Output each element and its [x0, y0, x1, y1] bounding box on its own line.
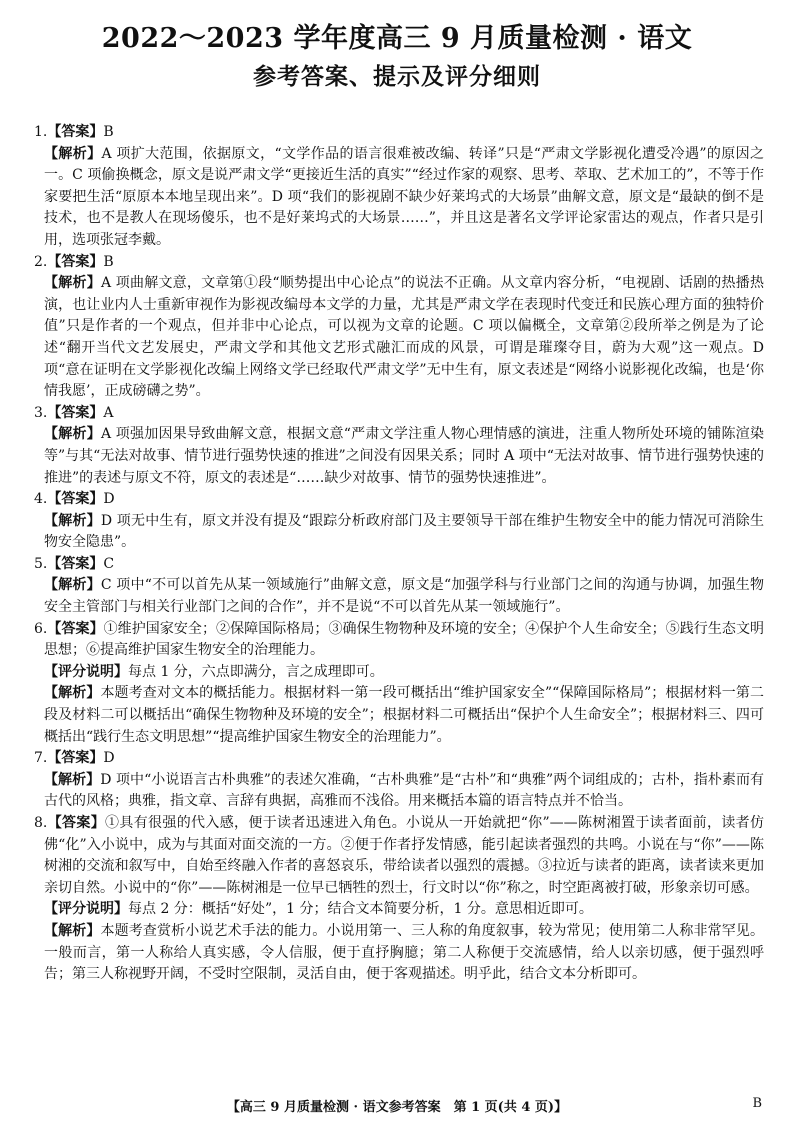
answer-line-4 — [34, 489, 764, 511]
answer-tag: 【答案】 — [47, 750, 104, 767]
analysis-text: A 项扩大范围，依据原文，“文学作品的语言很难被改编、转译”只是“严肃文学影视化遭受冷遇”的原因之一。C 项偷换概念，原文是说严肃文学“更接近生活的真实”“经过作家的观察、思考、萃取、艺术加工的”，不等于作家要把生活“原原本本地呈现出来”。D 项“我们的影视剧不缺少好莱坞式的大场景”曲解文意，原文是“最缺的倒不是技术，也不是教人在现场傻乐，也不是好莱坞式的大场景……”，并且这是著名文学评论家雷达的观点，作者只是引用，选项张冠李戴。 — [44, 145, 765, 248]
answer-line-6 — [34, 619, 764, 662]
answer-line-3 — [34, 403, 764, 425]
answer-value: A — [103, 404, 114, 421]
answer-value: D — [103, 750, 115, 767]
answer-line-2 — [34, 252, 764, 274]
analysis-6 — [34, 683, 764, 748]
footer-text: 【高三 9 月质量检测 · 语文参考答案 第 1 页(共 4 页)】 — [226, 1100, 568, 1115]
analysis-text: 本题考查对文本的概括能力。根据材料一第一段可概括出“维护国家安全”“保障国际格局”；根据材料一第二段及材料二可以概括出“确保生物物种及环境的安全”；根据材料二可概括出“保护个人生命安全”；根据材料三、四可概括出“践行生态文明思想”“提高维护国家生物安全的治理能力”。 — [44, 685, 764, 745]
answer-line-5 — [34, 554, 764, 576]
analysis-7 — [34, 770, 764, 813]
answer-value: B — [103, 253, 114, 270]
analysis-tag: 【解析】 — [44, 577, 101, 594]
answer-value: B — [103, 124, 114, 140]
analysis-text: D 项无中生有，原文并没有提及“跟踪分析政府部门及主要领导干部在维护生物安全中的能力情况可消除生物安全隐患”。 — [44, 512, 764, 551]
question-number: 5. — [34, 555, 48, 572]
question-number: 2. — [34, 253, 48, 270]
answer-tag: 【答案】 — [47, 620, 104, 637]
scoring-6 — [34, 662, 764, 684]
scoring-tag: 【评分说明】 — [44, 901, 128, 918]
answer-tag: 【答案】 — [47, 253, 104, 270]
analysis-tag: 【解析】 — [44, 145, 102, 162]
analysis-text: 本题考查赏析小说艺术手法的能力。小说用第一、三人称的角度叙事，较为常见；使用第二人称非常罕见。一般而言，第一人称给人真实感，令人信服，便于直抒胸臆；第二人称便于交流感情，给人以亲切感，便于强烈呼告；第三人称视野开阔，不受时空限制，灵活自由，便于客观描述。明乎此，结合文本分析即可。 — [44, 922, 765, 983]
analysis-3 — [34, 424, 764, 489]
answer-value: ①具有很强的代入感，便于读者迅速进入角色。小说从一开始就把“你”——陈树湘置于读者面前，读者仿佛“化”入小说中，成为与其面对面交流的一方。②便于作者抒发情感，能引起读者强烈的共鸣。小说在与“你”——陈树湘的交流和叙写中，自始至终融入作者的喜怒哀乐，带给读者以强烈的震撼。③拉近与读者的距离，读者读来更加亲切自然。小说中的“你”——陈树湘是一位早已牺牲的烈士，行文时以“你”称之，时空距离被打破，形象亲切可感。 — [44, 815, 765, 896]
page-title: 2022～2023 学年度高三 9 月质量检测 · 语文 — [101, 23, 693, 54]
question-number: 4. — [34, 491, 48, 508]
answer-value: D — [103, 491, 115, 508]
analysis-tag: 【解析】 — [44, 922, 101, 939]
answer-tag: 【答案】 — [47, 555, 104, 572]
question-number: 8. — [34, 815, 48, 831]
analysis-2 — [34, 273, 764, 403]
analysis-tag: 【解析】 — [44, 426, 101, 443]
answer-value: C — [103, 555, 115, 572]
question-number: 7. — [34, 750, 48, 767]
analysis-8 — [34, 921, 764, 986]
answer-tag: 【答案】 — [47, 815, 106, 831]
question-number: 1. — [34, 124, 48, 140]
analysis-tag: 【解析】 — [44, 512, 101, 529]
scoring-8 — [34, 899, 764, 921]
answer-tag: 【答案】 — [47, 124, 104, 140]
page-subtitle: 参考答案、提示及评分细则 — [253, 63, 541, 90]
answer-line-1 — [34, 122, 764, 144]
scoring-text: 每点 1 分，六点即满分，言之成理即可。 — [128, 663, 384, 680]
scoring-text: 每点 2 分：概括“好处”，1 分；结合文本简要分析，1 分。意思相近即可。 — [128, 901, 593, 918]
analysis-tag: 【解析】 — [44, 771, 101, 788]
answer-line-8 — [34, 813, 764, 899]
answer-line-7 — [34, 748, 764, 770]
question-number: 6. — [34, 620, 48, 637]
analysis-text: D 项中“小说语言古朴典雅”的表述欠准确，“古朴典雅”是“古朴”和“典雅”两个词组成的；古朴，指朴素而有古代的风格；典雅，指文章、言辞有典据，高雅而不浅俗。用来概括本篇的语言特点并不恰当。 — [44, 771, 765, 810]
answer-value: ①维护国家安全；②保障国际格局；③确保生物物种及环境的安全；④保护个人生命安全；⑤践行生态文明思想；⑥提高维护国家生物安全的治理能力。 — [44, 620, 765, 659]
analysis-text: C 项中“不可以首先从某一领域施行”曲解文意，原文是“加强学科与行业部门之间的沟通与协调，加强生物安全主管部门与相关行业部门之间的合作”，并不是说“不可以首先从某一领域施行”。 — [44, 577, 765, 616]
scoring-tag: 【评分说明】 — [44, 663, 128, 680]
analysis-1 — [34, 144, 764, 252]
answer-tag: 【答案】 — [47, 404, 104, 421]
analysis-tag: 【解析】 — [44, 685, 101, 702]
question-number: 3. — [34, 404, 48, 421]
answer-tag: 【答案】 — [47, 491, 104, 508]
analysis-text: A 项强加因果导致曲解文意，根据文意“严肃文学注重人物心理情感的演进，注重人物所处环境的铺陈渲染等”与其“无法对故事、情节进行强势快速的推进”之间没有因果关系；同时 A 项中“无法对故事、情节进行强势快速的推进”的表述与原文不符，原文的表述是“……缺少对故事、情节的强势快速推进”。 — [44, 426, 764, 486]
analysis-4 — [34, 511, 764, 554]
answer-list — [34, 122, 764, 986]
analysis-5 — [34, 575, 764, 618]
footer-version-code: B — [752, 1096, 762, 1111]
analysis-text: A 项曲解文意，文章第①段“顺势提出中心论点”的说法不正确。从文章内容分析，“电视剧、话剧的热播热演，也让业内人士重新审视作为影视改编母本文学的力量，尤其是严肃文学在表现时代变迁和民族心理方面的独特价值”只是作者的一个观点，但并非中心论点，可以视为文章的论题。C 项以偏概全，文章第②段所举之例是为了论述“翻开当代文艺发展史，严肃文学和其他文艺形式融汇而成的风景，可谓是璀璨夺目，蔚为大观”这一观点。D 项“意在证明在文学影视化改编上网络文学已经取代严肃文学”无中生有，原文表述是“网络小说影视化改编，也是‘你情我愿’，正成磅礴之势”。 — [44, 275, 765, 400]
analysis-tag: 【解析】 — [44, 275, 101, 292]
